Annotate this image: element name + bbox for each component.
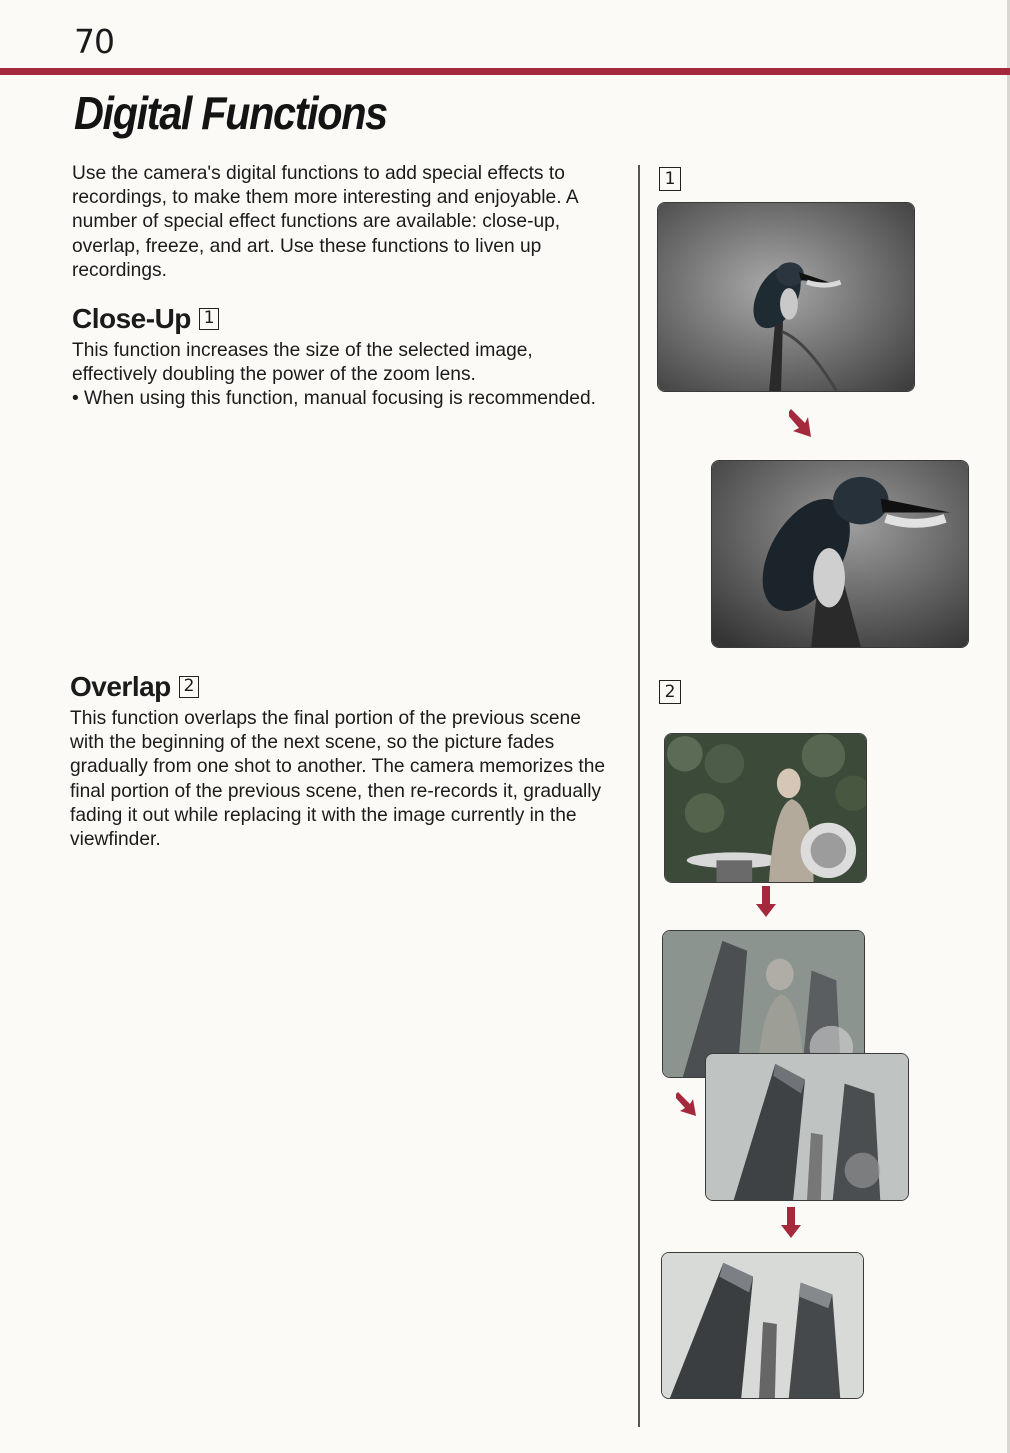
intro-section xyxy=(72,162,617,283)
header-rule xyxy=(0,68,1010,75)
page-title: Digital Functions xyxy=(74,87,387,139)
overlap-heading xyxy=(70,671,618,703)
woman-garden-photo xyxy=(664,733,867,883)
closeup-ref-badge: 1 xyxy=(199,308,219,330)
overlap-ref-badge: 2 xyxy=(179,676,199,698)
closeup-section xyxy=(72,303,637,412)
overlap-body: This function overlaps the final portion of the previous scene with the beginning of the next scene, so the picture fades gradually from one shot to another. The camera memorizes the final portion of the previous scene, then re-records it, gradually fading it out while replacing it with the image currently in the viewfinder. xyxy=(70,708,606,851)
overlap-heading-text: Overlap xyxy=(70,671,171,702)
arrow-down-icon-2 xyxy=(781,1207,801,1239)
closeup-heading-text: Close-Up xyxy=(72,303,191,334)
figure-1-label: 1 xyxy=(659,167,681,191)
column-divider xyxy=(638,165,640,1427)
closeup-bullet: • When using this function, manual focusing is recommended. xyxy=(72,388,596,410)
page-number: 70 xyxy=(74,22,114,61)
kingfisher-photo-closeup xyxy=(711,460,969,648)
arrow-down-icon xyxy=(756,886,776,918)
skyscrapers-photo xyxy=(661,1252,864,1399)
overlap-next-scene-photo xyxy=(705,1053,909,1201)
kingfisher-photo-wide xyxy=(657,202,915,392)
figure-2-label: 2 xyxy=(659,680,681,704)
arrow-down-right-icon-2 xyxy=(676,1088,698,1118)
overlap-section xyxy=(70,671,618,852)
closeup-body: This function increases the size of the selected image, effectively doubling the power of the zoom lens. xyxy=(72,340,533,386)
intro-paragraph: Use the camera's digital functions to add special effects to recordings, to make them more interesting and enjoyable. A number of special effect functions are available: close-up, overlap, freeze, and art. Use these functions to liven up recordings. xyxy=(72,163,578,281)
closeup-heading xyxy=(72,303,637,335)
arrow-down-right-icon xyxy=(789,405,813,439)
